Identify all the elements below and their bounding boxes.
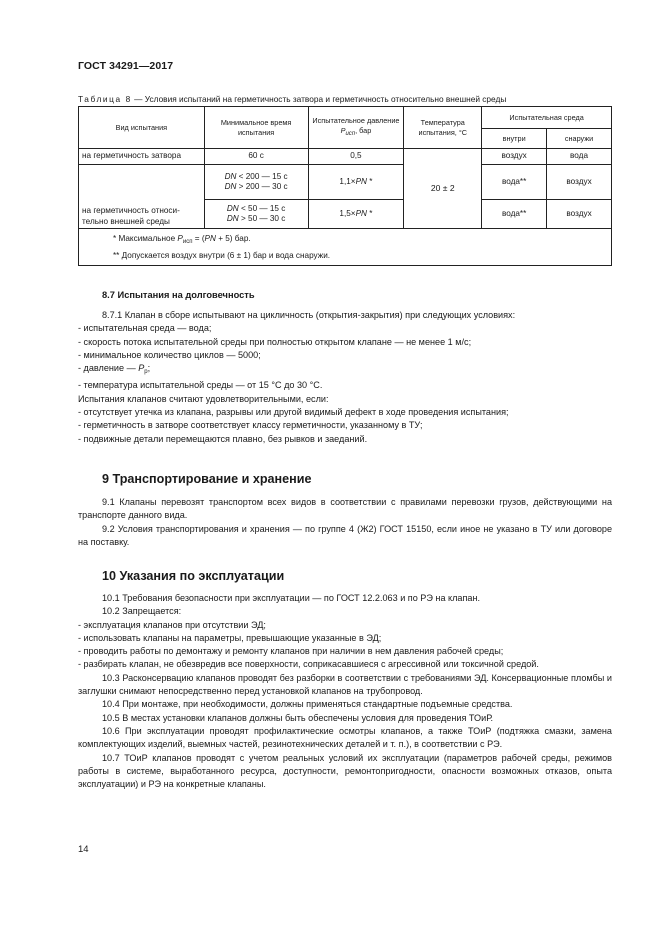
cell-pressure-factor: 1,1× [339,176,356,186]
list-item: - эксплуатация клапанов при отсутствии ЭД; [78,619,266,630]
pressure-symbol: P [138,363,145,374]
header-inside: внутри [482,129,547,149]
header-medium: Испытательная среда [482,107,612,129]
table-note-1 [113,232,611,249]
header-test-type: Вид испытания [79,107,205,149]
dn-symbol: DN [224,171,237,181]
note-1-symbol: P [177,234,183,243]
cell-pressure-mark: * [366,208,373,218]
paragraph-9-1: 9.1 Клапаны перевозят транспортом всех видов в соответствии с правилами перевозки грузов, действующими на транспорте данного вида. [78,497,612,521]
list-item: - минимальное количество циклов — 5000; [78,349,261,360]
section-8-7-heading: 8.7 Испытания на долговечность [102,290,255,300]
header-pressure-label: Испытательное давление [312,116,400,125]
paragraph-10-2: 10.2 Запрещается: [102,606,182,617]
table-header-row [79,107,612,129]
note-1-pn: PN [204,234,216,243]
paragraph-10-7: 10.7 ТОиР клапанов проводят с учетом реальных условий их эксплуатации (параметров рабочей среды, режимов работы в системе, выработанного ресурса, доступности, ремонтопригодности, опасности возможных отказов, опыта эксплуатации) и РЭ на конкретные клапаны. [78,752,612,790]
paragraph-9-2: 9.2 Условия транспортирования и хранения — по группе 4 (Ж2) ГОСТ 15150, если иное не указано в ТУ или договоре на поставку. [78,523,612,547]
cell-min-time-a: < 200 — 15 с [236,171,288,181]
cell-outside: воздух [547,165,612,200]
section-10-heading: 10 Указания по эксплуатации [102,569,285,583]
list-item: - отсутствует утечка из клапана, разрывы или другой видимый дефект в ходе проведения испытания; [78,407,509,418]
cell-inside: воздух [482,149,547,165]
cell-outside: вода [547,149,612,165]
cell-test-type: на герметичность затвора [79,149,205,165]
pn-symbol: PN [355,176,367,186]
header-pressure-subscript: исп [345,130,356,137]
header-pressure-unit: , бар [355,125,372,135]
section-10-body [78,592,612,791]
cell-outside: воздух [547,200,612,229]
pressure-subscript: р [144,369,148,376]
cell-test-type-line2: тельно внешней среды [82,216,170,226]
cell-pressure: 0,5 [308,149,404,165]
list-item [78,362,612,379]
cell-min-time-a: < 50 — 15 с [238,203,286,213]
list-item: - использовать клапаны на параметры, превышающие указанные в ЭД; [78,632,382,643]
note-1-end: + 5) бар. [215,234,251,243]
table-row [79,165,612,200]
dn-symbol: DN [224,182,237,191]
paragraph-10-3: 10.3 Расконсервацию клапанов проводят без разборки в соответствии с требованиями ЭД. Консервационные пломбы и заглушки снимают непосредственно перед установкой клапанов на трубопровод. [78,672,612,697]
list-item: - проводить работы по демонтажу и ремонту клапанов при наличии в нем давления рабочей среды; [78,646,504,657]
pressure-suffix: ; [147,363,151,374]
cell-inside: вода** [482,165,547,200]
test-conditions-table [78,106,612,266]
note-1-start: * Максимальное [113,234,178,243]
section-8-7-body [78,309,612,446]
dn-symbol: DN [226,203,239,213]
pn-symbol: PN [355,208,367,218]
note-1-subscript: исп [182,239,193,245]
dn-symbol: DN [226,214,239,223]
header-pressure-symbol: P [340,125,346,135]
cell-min-time [204,165,308,200]
note-1-mid: = ( [192,234,205,243]
cell-pressure [308,200,404,229]
header-min-time: Минимальное время испытания [204,107,308,149]
cell-pressure [308,165,404,200]
cell-test-type [79,165,205,229]
paragraph-10-1: 10.1 Требования безопасности при эксплуатации — по ГОСТ 12.2.063 и по РЭ на клапан. [102,593,481,603]
header-pressure [308,107,404,149]
table-row [79,149,612,165]
table-caption-label: Таблица 8 [78,94,132,104]
paragraph-8-7-1: 8.7.1 Клапан в сборе испытывают на цикличность (открытия-закрытия) при следующих условиях: [102,310,516,320]
list-item: - скорость потока испытательной среды при полностью открытом клапане — не менее 1 м/с; [78,336,472,347]
section-9-heading: 9 Транспортирование и хранение [102,472,312,486]
cell-min-time [204,200,308,229]
cell-pressure-factor: 1,5× [339,208,356,218]
cell-test-type-line1: на герметичность относи- [82,206,180,215]
list-item: - герметичность в затворе соответствует классу герметичности, указанному в ТУ; [78,420,423,431]
list-item: - температура испытательной среды — от 15 °С до 30 °С. [78,380,323,391]
page-number: 14 [78,844,89,855]
header-temperature: Температура испытания, °С [404,107,482,149]
paragraph-10-4: 10.4 При монтаже, при необходимости, должны применяться стандартные подъемные средства. [102,699,513,710]
section-9-body [78,496,612,549]
cell-min-time: 60 с [204,149,308,165]
cell-min-time-b: > 50 — 30 с [238,214,286,223]
cell-temperature: 20 ± 2 [404,149,482,229]
table-notes [79,229,612,266]
paragraph-10-6: 10.6 При эксплуатации проводят профилактические осмотры клапанов, а также ТОиР (подтяжка смазки, замена комплектующих изделий, выемных частей, резинотехнических деталей и т. п.), в соответствии с РЭ. [78,725,612,750]
cell-pressure-mark: * [366,176,373,186]
table-notes-row [79,229,612,266]
document-header: ГОСТ 34291—2017 [78,60,174,72]
header-outside: снаружи [547,129,612,149]
cell-inside: вода** [482,200,547,229]
table-caption [78,94,506,104]
paragraph-10-5: 10.5 В местах установки клапанов должны быть обеспечены условия для проведения ТОиР. [102,712,494,723]
cell-min-time-b: > 200 — 30 с [236,182,288,191]
paragraph: Испытания клапанов считают удовлетворительными, если: [78,393,329,404]
pressure-prefix: - давление — [78,363,139,374]
list-item: - испытательная среда — вода; [78,323,212,334]
table-note-2: ** Допускается воздух внутри (6 ± 1) бар и вода снаружи. [113,251,331,260]
table-caption-text: — Условия испытаний на герметичность затвора и герметичность относительно внешней среды [131,94,507,104]
list-item: - разбирать клапан, не обезвредив все поверхности, соприкасавшиеся с агрессивной или токсичной средой. [78,659,539,670]
list-item: - подвижные детали перемещаются плавно, без рывков и заеданий. [78,433,368,444]
